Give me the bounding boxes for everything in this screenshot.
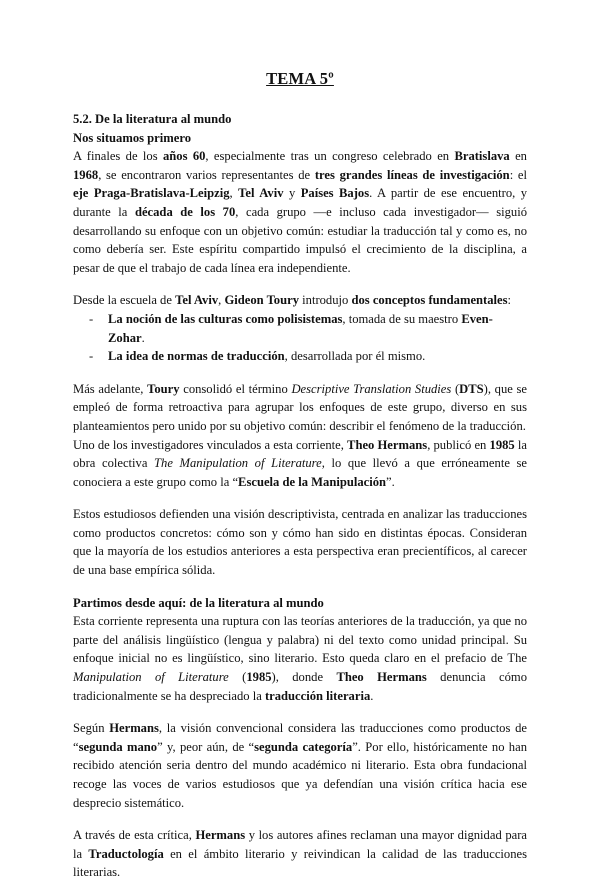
text-run: Theo Hermans [336, 670, 427, 685]
text-run: Uno de los investigadores vinculados a esta corriente, [73, 437, 348, 452]
text-run: , cada grupo —e incluso cada investigador— siguió desarrollando su enfoque con un objetivo común: estudiar la traducción tal y como es, no como debería ser. Este espíritu compartido impulsó el crecimiento de la disciplina, a pesar de que el trabajo de cada línea era independiente. [73, 204, 527, 275]
text-run: dos conceptos fundamentales [351, 293, 508, 308]
text-run: Escuela de la Manipulación [238, 474, 387, 489]
text-run: DTS [459, 381, 484, 396]
text-run: Esta corriente representa una ruptura con las teorías anteriores de la traducción, ya que no parte del análisis lingüístico (lengua y palabra) ni del texto como unidad principal. Su enfoque inicial no es lingüístico, sino literario. Esto queda claro en el prefacio de The [73, 614, 527, 666]
text-run: , la visión convencional considera las traducciones como productos de “ [73, 721, 527, 754]
text-run: : el [509, 167, 527, 182]
text-run: Bratislava [454, 149, 510, 164]
list-item-text [108, 312, 493, 345]
text-run: años 60 [162, 149, 206, 164]
paragraph [73, 719, 527, 812]
list-item-text [108, 349, 425, 363]
paragraph [73, 612, 527, 705]
text-run: The Manipulation of Literature [154, 456, 322, 471]
text-run: segunda categoría [254, 739, 353, 754]
text-run: : [507, 293, 512, 308]
text-run: 1985 [489, 437, 515, 452]
text-run: 1968 [73, 167, 99, 182]
text-run: ), que se empleó de forma retroactiva para agrupar los enfoques de este grupo, diverso en sus planteamientos pero unido por su objetivo común: describir el fenómeno de la traducción. [73, 381, 527, 433]
text-run: Tel Aviv [175, 293, 219, 308]
text-run: y [283, 186, 301, 201]
text-run: , desarrollada por él mismo. [284, 349, 426, 364]
text-run: . A partir de ese encuentro, y durante la [73, 186, 528, 219]
text-run: eje Praga-Bratislava-Leipzig [73, 186, 230, 201]
text-run: Descriptive Translation Studies [291, 381, 452, 396]
text-run: , [218, 293, 225, 308]
text-run: Según [73, 721, 110, 736]
text-run: . [370, 688, 374, 703]
text-run: , especialmente tras un congreso celebrado en [205, 149, 455, 164]
text-run: ” y, peor aún, de “ [157, 739, 255, 754]
text-run: Hermans [195, 828, 246, 843]
text-run: segunda mano [78, 739, 158, 754]
text-run: ( [451, 381, 460, 396]
text-run: Países Bajos [300, 186, 370, 201]
text-run: Toury [147, 381, 180, 396]
text-run: traducción literaria [264, 688, 371, 703]
text-run: ( [228, 670, 247, 685]
text-run: la obra colectiva [73, 437, 527, 471]
page-title: TEMA 5º [266, 69, 334, 88]
text-run: Manipulation of Literature [73, 670, 229, 685]
text-run: tres grandes líneas de investigación [314, 167, 510, 182]
text-run: ”. Por ello, históricamente no han recibido atención seria dentro del mundo académico ni literario. Esta obra fundacional recoge las voces de varios estudiosos que ya defendían una visión crítica hacia ese desprecio sistemático. [73, 739, 527, 810]
text-run: La idea de normas de traducción [108, 349, 285, 364]
text-run: denuncia cómo tradicionalmente se ha despreciado la [73, 670, 528, 703]
paragraph [73, 826, 527, 882]
text-run: Theo Hermans [347, 437, 428, 452]
text-run: Más adelante, [73, 381, 148, 396]
text-run: Traductología [88, 846, 164, 861]
section-heading: Partimos desde aquí: de la literatura al mundo [73, 595, 324, 610]
text-run: , lo que llevó a que erróneamente se conociera a este grupo como la “ [73, 456, 527, 489]
text-run: , [229, 186, 239, 201]
text-run: introdujo [299, 293, 352, 308]
text-run: consolidó el término [179, 381, 292, 396]
text-run: , tomada de su maestro [342, 311, 462, 326]
text-run: Even-Zohar [108, 311, 493, 345]
text-run: Gideon Toury [224, 293, 299, 308]
paragraph [73, 436, 527, 492]
text-run: y los autores afines reclaman una mayor dignidad para la [73, 828, 527, 861]
text-run: La noción de las culturas como polisistemas [108, 311, 343, 326]
paragraph [73, 380, 527, 436]
text-run: A través de esta crítica, [73, 828, 196, 843]
text-run: 1985 [246, 670, 272, 685]
text-run: Hermans [109, 721, 159, 736]
paragraph [73, 505, 527, 579]
text-run: , se encontraron varios representantes de [98, 167, 315, 182]
text-run: ), donde [271, 670, 337, 685]
text-run: ”. [386, 474, 395, 489]
bullet-list [73, 310, 527, 366]
text-run: en [509, 149, 527, 164]
dash-bullet: - [89, 311, 94, 326]
document-body [73, 110, 527, 882]
text-run: Desde la escuela de [73, 293, 176, 308]
paragraph [73, 291, 527, 310]
text-run: en el ámbito literario y reivindican la calidad de las traducciones literarias. [73, 846, 527, 880]
text-run: A finales de los [73, 149, 163, 164]
text-run: Tel Aviv [238, 186, 284, 201]
section-heading: 5.2. De la literatura al mundo [73, 112, 232, 126]
text-run: . [141, 330, 145, 345]
dash-bullet: - [89, 349, 94, 364]
list-item [73, 310, 527, 347]
section-subheading: Nos situamos primero [73, 130, 192, 145]
paragraph [73, 147, 527, 277]
text-run: década de los 70 [134, 204, 236, 219]
text-run: , publicó en [427, 437, 490, 452]
text-run: Estos estudiosos defienden una visión descriptivista, centrada en analizar las traducciones como productos concretos: cómo son y cómo han sido en distintas épocas. Consideran que la mayoría de los estudios anteriores a esta perspectiva eran precientíficos, al carecer de una base empírica sólida. [73, 507, 527, 578]
list-item [73, 347, 527, 366]
